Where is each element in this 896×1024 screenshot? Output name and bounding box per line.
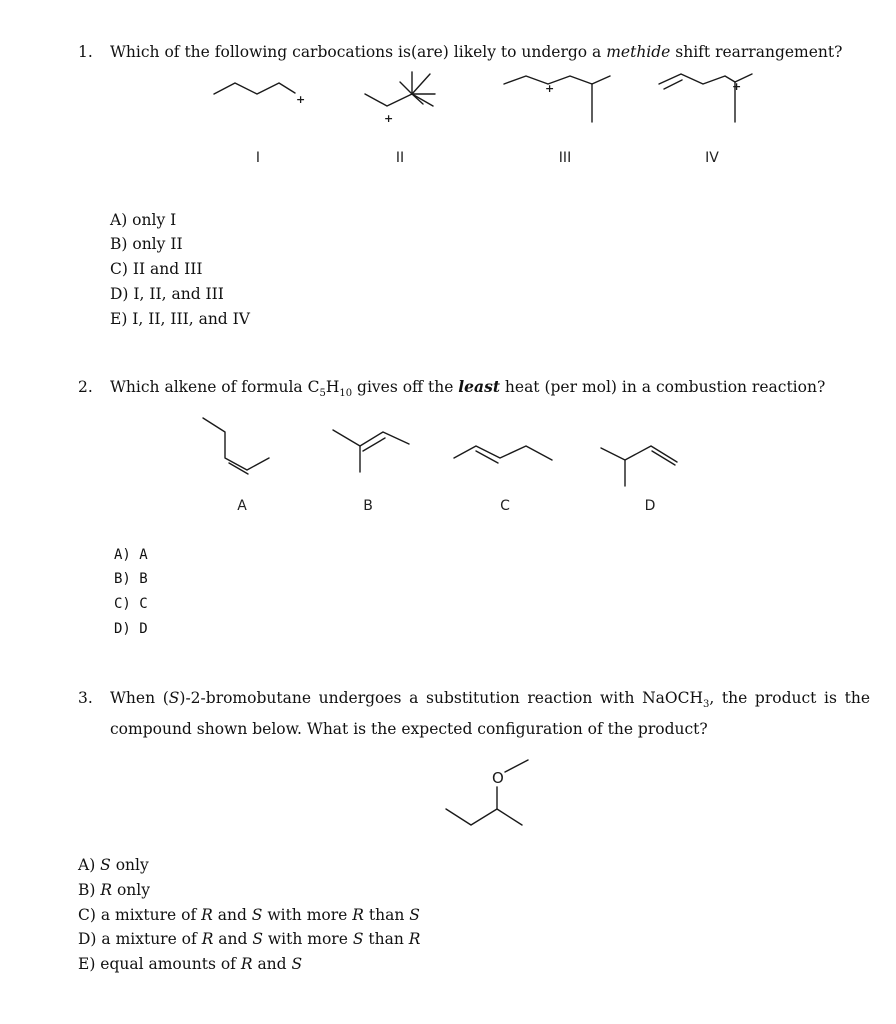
q2-text-after: heat (per mol) in a combustion reaction? — [499, 378, 826, 396]
q2-label-b: B — [363, 498, 373, 514]
q3-choice-e-config-2: S — [291, 955, 303, 973]
q1-text-before: Which of the following carbocations is(are) likely to undergo a — [110, 43, 607, 61]
q3-choice-d-mid2: with more — [262, 930, 353, 948]
q2-choice-c[interactable]: C) C — [114, 596, 148, 612]
q3-choice-e-mid: and — [252, 955, 292, 973]
q3-choice-c-mid3: than — [363, 906, 410, 924]
q1-structure-iii — [500, 70, 620, 130]
q1-structure-ii — [360, 58, 460, 128]
q3-choice-e-config-1: R — [240, 955, 253, 973]
q1-choice-b[interactable]: B) only II — [110, 235, 183, 253]
q2-structure-a — [195, 412, 295, 482]
q1-choice-e[interactable]: E) I, II, III, and IV — [110, 310, 250, 328]
q2-sub-hydrogen: 10 — [339, 388, 353, 400]
q3-choice-c-mid: and — [212, 906, 252, 924]
q1-text-emph: methide — [606, 43, 671, 61]
q3-text-p1: When ( — [110, 689, 169, 707]
q3-choice-a[interactable] — [78, 853, 149, 877]
q2-label-c: C — [500, 498, 510, 514]
q3-choice-d-config-4: R — [408, 930, 421, 948]
q3-choice-d-prefix: D) a mixture of — [78, 930, 202, 948]
q2-choice-a[interactable]: A) A — [114, 547, 148, 563]
q2-label-d: D — [644, 498, 656, 514]
q2-question-text — [110, 375, 825, 406]
q2-structure-d — [595, 430, 695, 490]
q3-choice-a-suffix: only — [110, 856, 149, 874]
q3-choice-c-config-3: R — [352, 906, 364, 924]
q1-choice-a[interactable]: A) only I — [110, 211, 177, 229]
q1-structure-ii-charge: + — [384, 112, 394, 125]
q3-choice-d[interactable] — [78, 927, 420, 951]
q3-question-text — [110, 686, 870, 741]
q3-choice-c-config-4: S — [409, 906, 420, 924]
q3-product-structure — [440, 755, 550, 840]
q2-text-emph: least — [458, 377, 500, 396]
q3-choice-c-config-2: S — [251, 906, 263, 924]
q2-label-a: A — [237, 498, 247, 514]
q3-oxygen-atom: O — [492, 769, 504, 787]
q1-label-i: I — [255, 150, 261, 166]
q3-choice-d-mid: and — [213, 930, 253, 948]
q1-structure-i — [210, 78, 310, 118]
q3-sub-three: 3 — [702, 699, 710, 711]
q2-structure-c — [450, 430, 560, 470]
q3-choice-b[interactable] — [78, 878, 150, 902]
q3-choice-a-config: S — [100, 856, 111, 874]
q3-choice-d-config-1: R — [201, 930, 214, 948]
q2-choice-b[interactable]: B) B — [114, 571, 148, 587]
q3-choice-c-config-1: R — [201, 906, 213, 924]
q3-choice-c-prefix: C) a mixture of — [78, 906, 202, 924]
q1-question-text — [110, 40, 842, 64]
q3-number: 3. — [78, 689, 93, 707]
q3-choice-b-suffix: only — [112, 881, 151, 899]
q2-text-mid: gives off the — [352, 378, 459, 396]
q1-label-iv: IV — [705, 150, 719, 166]
q3-text-s: S — [168, 689, 180, 707]
q3-choice-c[interactable] — [78, 903, 420, 927]
q3-text-p3: , the product is the compound shown below. What is the expected configuration of the product? — [110, 689, 870, 739]
q2-structure-b — [325, 418, 425, 478]
q1-structure-iv-charge: + — [732, 80, 742, 93]
q2-number: 2. — [78, 378, 93, 396]
q3-choice-d-mid3: than — [363, 930, 409, 948]
q3-choice-b-prefix: B) — [78, 881, 101, 899]
q2-text-h: H — [325, 378, 340, 396]
q2-text-before: Which alkene of formula C — [110, 378, 320, 396]
q1-text-after: shift rearrangement? — [670, 43, 843, 61]
q2-sub-carbon: 5 — [319, 388, 326, 400]
q1-structure-i-charge: + — [296, 93, 306, 106]
q1-choice-c[interactable]: C) II and III — [110, 260, 203, 278]
q1-structure-iv — [655, 70, 765, 130]
q3-choice-b-config: R — [100, 881, 113, 899]
q1-label-iii: III — [558, 150, 572, 166]
q1-label-ii: II — [395, 150, 405, 166]
q3-choice-e[interactable] — [78, 952, 302, 976]
q2-choice-d[interactable]: D) D — [114, 621, 148, 637]
q1-number: 1. — [78, 43, 93, 61]
q3-choice-e-prefix: E) equal amounts of — [78, 955, 241, 973]
q3-choice-d-config-2: S — [252, 930, 263, 948]
q1-choice-d[interactable]: D) I, II, and III — [110, 285, 224, 303]
q1-structure-iii-charge: + — [545, 82, 555, 95]
q3-text-p2: )-2-bromobutane undergoes a substitution reaction with NaOCH — [179, 689, 703, 707]
q3-choice-d-config-3: S — [352, 930, 364, 948]
q3-choice-a-prefix: A) — [78, 856, 101, 874]
q3-choice-c-mid2: with more — [262, 906, 353, 924]
